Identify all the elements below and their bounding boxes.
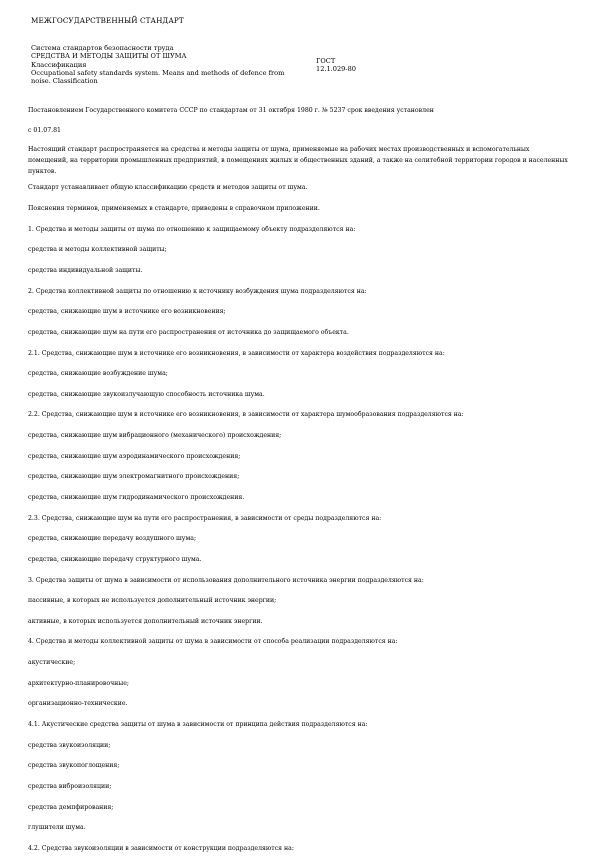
paragraph: активные, в которых используется дополнительный источник энергии.: [28, 617, 263, 625]
paragraph: средства демпфирования;: [28, 803, 114, 811]
paragraph: средства, снижающие передачу воздушного шума;: [28, 535, 197, 543]
title-line: СРЕДСТВА И МЕТОДЫ ЗАЩИТЫ ОТ ШУМА: [31, 52, 187, 61]
paragraph: средства, снижающие передачу структурного шума.: [28, 555, 202, 563]
standard-title-block: [31, 44, 316, 85]
paragraph: 2. Средства коллективной защиты по отношению к источнику возбуждения шума подразделяются на:: [28, 287, 367, 295]
title-line: Классификация: [31, 60, 87, 69]
paragraph: средства виброизоляции;: [28, 782, 112, 790]
paragraph: средства, снижающие шум вибрационного (механического) происхождения;: [28, 432, 282, 440]
paragraph: пассивные, в которых не используется дополнительный источник энергии;: [28, 597, 277, 605]
paragraph: средства, снижающие шум электромагнитного происхождения;: [28, 473, 240, 481]
title-line: noise. Classification: [31, 77, 98, 86]
paragraph: Пояснения терминов, применяемых в стандарте, приведены в справочном приложении.: [28, 205, 320, 213]
paragraph: 3. Средства защиты от шума в зависимости от использования дополнительного источника энергии подразделяются на:: [28, 576, 424, 584]
paragraph: 4.1. Акустические средства защиты от шума в зависимости от принципа действия подразделяются на:: [28, 721, 368, 729]
paragraph: средства звукопоглощения;: [28, 762, 120, 770]
title-line: Occupational safety standards system. Means and methods of defence from: [31, 68, 285, 77]
paragraph: глушители шума.: [28, 824, 86, 832]
scope-paragraph: Настоящий стандарт распространяется на средства и методы защиты от шума, применяемые на рабочих местах производственных и вспомогательных помещений, на территории промышленных предприятий, в помещениях жилых и общественных зданий, а также на селитебной территории городов и населенных пунктов.: [28, 146, 568, 175]
standard-number: 12.1.029-80: [316, 65, 356, 74]
paragraph: средства, снижающие звукоизлучающую способность источника шума.: [28, 390, 265, 398]
paragraph: средства, снижающие шум в источнике его возникновения;: [28, 308, 226, 316]
document-body: [28, 101, 568, 866]
paragraph: средства, снижающие шум на пути его распространения от источника до защищаемого объекта.: [28, 328, 349, 336]
paragraph: 4.2. Средства звукоизоляции в зависимости от конструкции подразделяются на:: [28, 844, 294, 852]
standard-number-block: [316, 57, 356, 74]
paragraph: Стандарт устанавливает общую классификацию средств и методов защиты от шума.: [28, 184, 308, 192]
effective-date: с 01.07.81: [28, 127, 61, 134]
paragraph: средства, снижающие возбуждение шума;: [28, 370, 168, 378]
decree-line: Постановлением Государственного комитета СССР по стандартам от 31 октября 1980 г. № 5237 срок введения установлен: [28, 107, 434, 114]
title-line: Система стандартов безопасности труда: [31, 44, 174, 52]
paragraph: средства, снижающие шум аэродинамического происхождения;: [28, 452, 241, 460]
paragraph-list: [28, 184, 568, 853]
paragraph: акустические;: [28, 659, 76, 667]
paragraph: средства, снижающие шум гидродинамического происхождения.: [28, 494, 245, 501]
paragraph: средства звукоизоляции;: [28, 741, 111, 749]
paragraph: 2.1. Средства, снижающие шум в источнике его возникновения, в зависимости от характера воздействия подразделяются на:: [28, 349, 445, 357]
standard-label: ГОСТ: [316, 57, 336, 65]
standard-type-heading: МЕЖГОСУДАРСТВЕННЫЙ СТАНДАРТ: [31, 16, 184, 25]
paragraph: 2.3. Средства, снижающие шум на пути его распространения, в зависимости от среды подразделяются на:: [28, 514, 382, 522]
paragraph: 4. Средства и методы коллективной защиты от шума в зависимости от способа реализации подразделяются на:: [28, 638, 398, 646]
paragraph: 2.2. Средства, снижающие шум в источнике его возникновения, в зависимости от характера шумообразования подразделяются на:: [28, 411, 464, 419]
paragraph: архитектурно-планировочные;: [28, 679, 129, 687]
paragraph: средства и методы коллективной защиты;: [28, 246, 167, 254]
paragraph: средства индивидуальной защиты.: [28, 266, 143, 274]
paragraph: организационно-технические.: [28, 700, 128, 708]
paragraph: 1. Средства и методы защиты от шума по отношению к защищаемому объекту подразделяются на:: [28, 225, 356, 233]
